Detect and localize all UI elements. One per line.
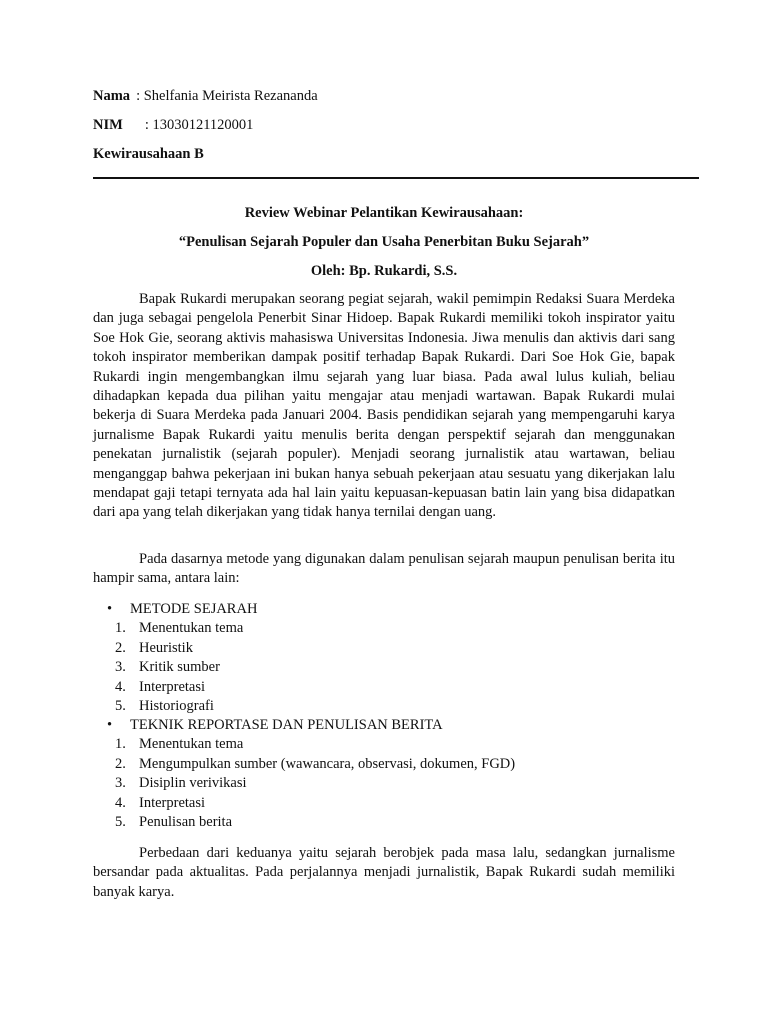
- bullet-icon: •: [107, 601, 113, 617]
- paragraph-intro: Bapak Rukardi merupakan seorang pegiat sejarah, wakil pemimpin Redaksi Suara Merdeka dan juga sebagai pengelola Penerbit Sinar Hidoep. Bapak Rukardi memiliki tokoh inspirator yaitu Soe Hok Gie, seorang aktivis mahasiswa Universitas Indonesia. Jiwa menulis dan aktivis dari sang tokoh inspirator memberikan dampak positif terhadap Bapak Rukardi. Dari Soe Hok Gie, bapak Rukardi ingin mengembangkan ilmu sejarah yang luar biasa. Pada awal lulus kuliah, beliau dihadapkan kepada dua pilihan yaitu mengajar atau menjadi wartawan. Bapak Rukardi mulai bekerja di Suara Merdeka pada Januari 2004. Basis pendidikan sejarah yang mempengaruhi karya jurnalisme Bapak Rukardi yaitu menulis berita dengan perspektif sejarah dan menggunakan penekatan jurnalistik (sejarah populer). Menjadi seorang jurnalistik atau wartawan, beliau menganggap bahwa pekerjaan ini bukan hanya sebuah pekerjaan atau sesuatu yang dikerjakan lalu mendapat gaji tetapi ternyata ada hal lain yaitu kepuasan-kepuasan batin lain yang bisa didapatkan dari apa yang telah dikerjakan yang tidak hanya ternilai dengan uang.: [93, 291, 675, 521]
- class-name: Kewirausahaan B: [93, 146, 204, 162]
- list-item-text: Kritik sumber: [139, 659, 220, 676]
- list-item-text: Mengumpulkan sumber (wawancara, observasi, dokumen, FGD): [139, 755, 516, 772]
- list-item-number: 2.: [115, 639, 126, 656]
- list-item-number: 3.: [115, 775, 126, 792]
- list-item: [93, 658, 693, 677]
- document-author: Oleh: Bp. Rukardi, S.S.: [310, 263, 458, 279]
- method-list-sejarah: [93, 600, 693, 716]
- name-label: Nama: [93, 88, 131, 104]
- list-item-text: Historiografi: [139, 697, 214, 714]
- list-item: [93, 639, 693, 658]
- nim-line: [93, 116, 253, 134]
- list-item: [93, 678, 693, 697]
- list-item: [93, 794, 693, 813]
- list-item-number: 3.: [115, 659, 126, 676]
- paragraph-conclusion: Perbedaan dari keduanya yaitu sejarah berobjek pada masa lalu, sedangkan jurnalisme bersandar pada aktualitas. Pada perjalannya menjadi jurnalistik, Bapak Rukardi sudah memiliki banyak karya.: [93, 845, 675, 900]
- list-item-text: Menentukan tema: [139, 620, 244, 637]
- name-value: : Shelfania Meirista Rezananda: [136, 88, 318, 104]
- document-title: Review Webinar Pelantikan Kewirausahaan:: [244, 205, 524, 221]
- list-item-number: 5.: [115, 813, 126, 830]
- header-divider: [93, 177, 699, 179]
- list-item-number: 2.: [115, 755, 126, 772]
- list-item-text: Penulisan berita: [139, 813, 233, 830]
- nim-value: : 13030121120001: [144, 117, 254, 133]
- list-item-number: 4.: [115, 794, 126, 811]
- name-line: [93, 87, 318, 105]
- list-item-text: Menentukan tema: [139, 736, 244, 753]
- method-list-reportase: [93, 716, 693, 832]
- list-heading: TEKNIK REPORTASE DAN PENULISAN BERITA: [130, 717, 443, 733]
- list-item-text: Interpretasi: [139, 794, 206, 811]
- nim-label: NIM: [93, 117, 123, 133]
- list-item: [93, 774, 693, 793]
- list-item-text: Interpretasi: [139, 678, 206, 695]
- list-item: [93, 813, 693, 832]
- list-item: [93, 619, 693, 638]
- list-item: [93, 735, 693, 754]
- list-item: [93, 697, 693, 716]
- list-item-text: Disiplin verivikasi: [139, 775, 247, 792]
- list-item-number: 4.: [115, 678, 126, 695]
- list-heading: METODE SEJARAH: [130, 601, 258, 617]
- list-item-number: 1.: [115, 620, 126, 637]
- paragraph-methods: Pada dasarnya metode yang digunakan dalam penulisan sejarah maupun penulisan berita itu hampir sama, antara lain:: [93, 551, 675, 587]
- document-subtitle: “Penulisan Sejarah Populer dan Usaha Penerbitan Buku Sejarah”: [178, 234, 590, 250]
- list-heading-row: [93, 716, 693, 735]
- bullet-icon: •: [107, 717, 113, 733]
- list-item-number: 1.: [115, 736, 126, 753]
- list-item-number: 5.: [115, 697, 126, 714]
- list-item-text: Heuristik: [139, 639, 193, 656]
- list-item: [93, 755, 693, 774]
- list-heading-row: [93, 600, 693, 619]
